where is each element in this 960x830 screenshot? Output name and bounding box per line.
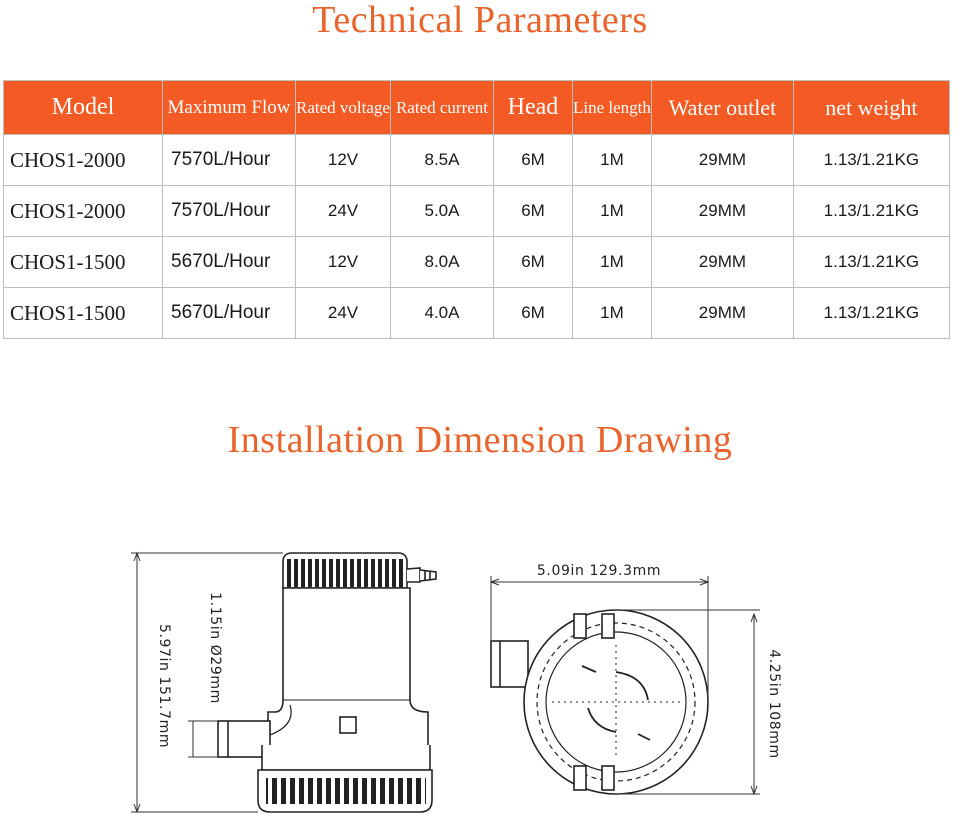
- cell-net-weight: 1.13/1.21KG: [793, 237, 949, 288]
- header-model: Model: [4, 81, 163, 135]
- cell-line-length: 1M: [573, 186, 652, 237]
- header-rated-voltage: Rated voltage: [296, 81, 391, 135]
- outlet-dimension-label: 1.15in Ø29mm: [207, 592, 223, 704]
- cell-head: 6M: [494, 186, 573, 237]
- cell-voltage: 12V: [296, 135, 391, 186]
- cell-water-outlet: 29MM: [651, 237, 793, 288]
- cell-current: 8.0A: [391, 237, 494, 288]
- spec-table: [3, 80, 950, 339]
- cell-head: 6M: [494, 135, 573, 186]
- cell-line-length: 1M: [573, 237, 652, 288]
- cell-current: 4.0A: [391, 288, 494, 339]
- cell-water-outlet: 29MM: [651, 186, 793, 237]
- cell-flow: 7570L/Hour: [163, 135, 296, 186]
- pump-top-view: [491, 610, 708, 794]
- header-rated-current: Rated current: [391, 81, 494, 135]
- technical-parameters-title: Technical Parameters: [312, 0, 648, 41]
- cell-line-length: 1M: [573, 288, 652, 339]
- header-water-outlet: Water outlet: [651, 81, 793, 135]
- header-maximum-flow: Maximum Flow: [163, 81, 296, 135]
- depth-dimension-label: 4.25in 108mm: [766, 649, 782, 759]
- cell-head: 6M: [494, 288, 573, 339]
- table-row: [4, 135, 950, 186]
- cell-model: CHOS1-1500: [4, 237, 163, 288]
- cell-water-outlet: 29MM: [651, 288, 793, 339]
- cell-net-weight: 1.13/1.21KG: [793, 186, 949, 237]
- table-row: [4, 288, 950, 339]
- width-dimension-label: 5.09in 129.3mm: [536, 563, 662, 579]
- cell-model: CHOS1-2000: [4, 135, 163, 186]
- pump-side-view: [218, 553, 436, 812]
- cell-model: CHOS1-2000: [4, 186, 163, 237]
- table-row: [4, 237, 950, 288]
- cell-voltage: 24V: [296, 288, 391, 339]
- cell-flow: 7570L/Hour: [163, 186, 296, 237]
- cell-line-length: 1M: [573, 135, 652, 186]
- cell-model: CHOS1-1500: [4, 288, 163, 339]
- height-dimension-label: 5.97in 151.7mm: [156, 623, 172, 749]
- cell-voltage: 24V: [296, 186, 391, 237]
- cell-voltage: 12V: [296, 237, 391, 288]
- cell-current: 8.5A: [391, 135, 494, 186]
- table-row: [4, 186, 950, 237]
- installation-drawing-title: Installation Dimension Drawing: [227, 419, 733, 461]
- cell-flow: 5670L/Hour: [163, 237, 296, 288]
- header-net-weight: net weight: [793, 81, 949, 135]
- table-header-row: [4, 81, 950, 135]
- cell-net-weight: 1.13/1.21KG: [793, 135, 949, 186]
- header-line-length: Line length: [573, 81, 652, 135]
- cell-flow: 5670L/Hour: [163, 288, 296, 339]
- cell-net-weight: 1.13/1.21KG: [793, 288, 949, 339]
- cell-head: 6M: [494, 237, 573, 288]
- installation-dimension-drawing: [0, 520, 960, 830]
- cell-current: 5.0A: [391, 186, 494, 237]
- header-head: Head: [494, 81, 573, 135]
- cell-water-outlet: 29MM: [651, 135, 793, 186]
